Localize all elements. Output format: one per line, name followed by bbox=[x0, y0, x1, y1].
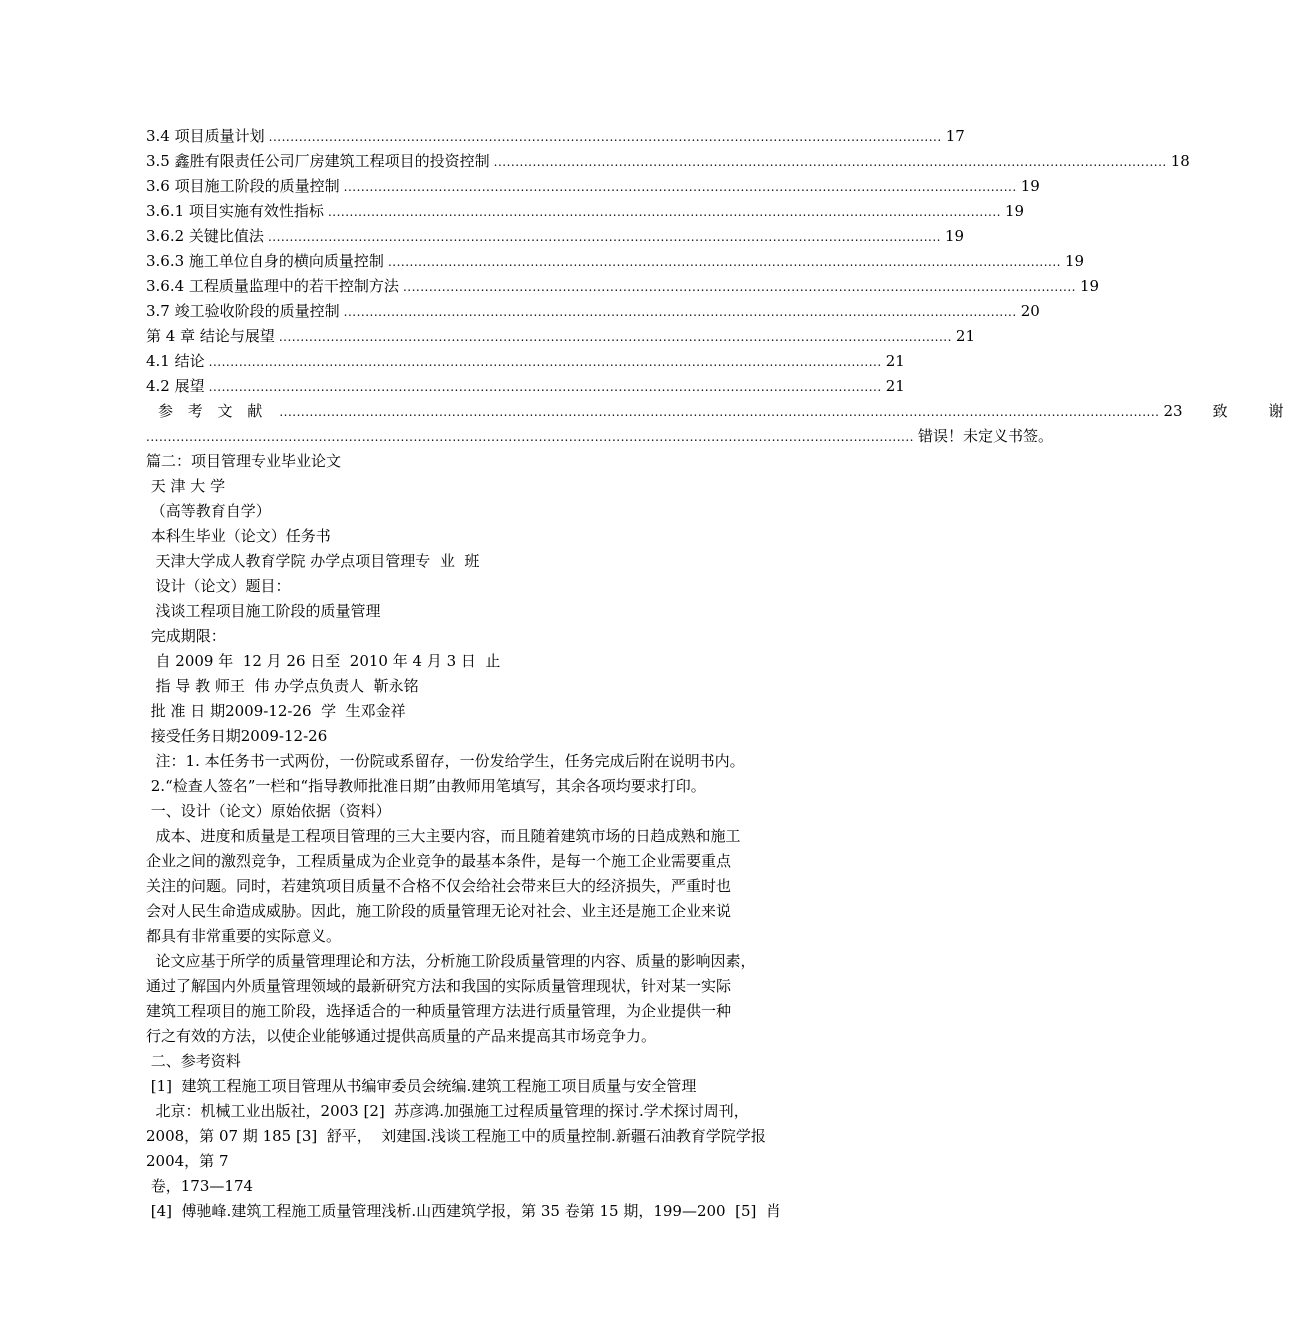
toc-leader: ............................................................................................................................................................ bbox=[327, 205, 1001, 219]
toc-page-number: 17 bbox=[945, 127, 965, 145]
toc-title: 参 考 文 献 bbox=[158, 402, 268, 420]
toc-leader: ............................................................................................................................................................ bbox=[493, 155, 1167, 169]
toc-page-number: 21 bbox=[885, 377, 905, 395]
toc-page-number: 19 bbox=[1065, 252, 1085, 270]
toc-entry bbox=[146, 151, 1190, 172]
toc-page-number: 19 bbox=[1080, 277, 1100, 295]
text-line: 一、设计（论文）原始依据（资料） bbox=[146, 802, 391, 820]
toc-leader: ............................................................................................................................................................ bbox=[402, 280, 1076, 294]
toc-entry bbox=[146, 226, 965, 247]
text-line: 指 导 教 师王 伟 办学点负责人 靳永铭 bbox=[146, 677, 419, 695]
text-line: 天津大学成人教育学院 办学点项目管理专 业 班 bbox=[146, 552, 480, 570]
toc-page-number: 19 bbox=[1020, 177, 1040, 195]
toc-title: 3.6.2 关键比值法 bbox=[146, 227, 264, 245]
text-line: [1] 建筑工程施工项目管理从书编审委员会统编.建筑工程施工项目质量与安全管理 bbox=[146, 1077, 697, 1095]
text-line: 浅谈工程项目施工阶段的质量管理 bbox=[146, 602, 381, 620]
toc-leader: ............................................................................................................................................................ bbox=[208, 355, 882, 369]
toc-title: 4.2 展望 bbox=[146, 377, 205, 395]
text-line: 本科生毕业（论文）任务书 bbox=[146, 527, 331, 545]
toc-page-number: 20 bbox=[1020, 302, 1040, 320]
toc-title: 3.5 鑫胜有限责任公司厂房建筑工程项目的投资控制 bbox=[146, 152, 490, 170]
toc-title: 3.6.1 项目实施有效性指标 bbox=[146, 202, 324, 220]
toc-leader: ............................................................................................................................................................ bbox=[343, 180, 1017, 194]
toc-leader: ............................................................................................................................................................ bbox=[268, 130, 942, 144]
toc-page-number: 19 bbox=[1005, 202, 1025, 220]
toc-entry bbox=[146, 276, 1100, 297]
toc-entry-acknowledgements bbox=[146, 426, 1053, 447]
text-line: 接受任务日期2009-12-26 bbox=[146, 727, 328, 745]
text-line: 通过了解国内外质量管理领域的最新研究方法和我国的实际质量管理现状，针对某一实际 bbox=[146, 977, 732, 995]
toc-page-number: 21 bbox=[955, 327, 976, 345]
toc-leader: ............................................................................................................................................................ bbox=[343, 305, 1017, 319]
toc-leader: .................................................................................................................................................................................. bbox=[146, 430, 914, 444]
toc-entry bbox=[146, 251, 1085, 272]
text-line: 批 准 日 期2009-12-26 学 生邓金祥 bbox=[146, 702, 406, 720]
toc-leader: ............................................................................................................................................................ bbox=[208, 380, 882, 394]
text-line: 关注的问题。同时，若建筑项目质量不合格不仅会给社会带来巨大的经济损失，严重时也 bbox=[146, 877, 732, 895]
text-line: 2.“检查人签名”一栏和“指导教师批准日期”由教师用笔填写，其余各项均要求打印。 bbox=[146, 777, 706, 795]
text-line: 论文应基于所学的质量管理理论和方法，分析施工阶段质量管理的内容、质量的影响因素， bbox=[146, 952, 756, 970]
toc-entry bbox=[146, 201, 1025, 222]
toc-entry bbox=[146, 351, 905, 372]
text-line: 完成期限： bbox=[146, 627, 226, 645]
toc-title: 3.6.3 施工单位自身的横向质量控制 bbox=[146, 252, 384, 270]
toc-entry-references bbox=[158, 401, 1301, 422]
toc-leader: ............................................................................................................................................................ bbox=[267, 230, 941, 244]
text-line: [4] 傅驰峰.建筑工程施工质量管理浅析.山西建筑学报，第 35 卷第 15 期，199—200 [5] 肖 bbox=[146, 1202, 781, 1220]
toc-page-number: 23 bbox=[1163, 402, 1183, 420]
university-name: 天 津 大 学 bbox=[146, 477, 226, 495]
toc-page-number: 18 bbox=[1170, 152, 1190, 170]
toc-title: 3.7 竣工验收阶段的质量控制 bbox=[146, 302, 340, 320]
text-line: 自 2009 年 12 月 26 日至 2010 年 4 月 3 日 止 bbox=[146, 652, 501, 670]
text-line: 都具有非常重要的实际意义。 bbox=[146, 927, 342, 945]
text-line: （高等教育自学） bbox=[146, 502, 271, 520]
toc-entry bbox=[146, 326, 976, 347]
text-line: 建筑工程项目的施工阶段，选择适合的一种质量管理方法进行质量管理，为企业提供一种 bbox=[146, 1002, 732, 1020]
toc-entry bbox=[146, 376, 905, 397]
text-line: 2004，第 7 bbox=[146, 1152, 229, 1170]
text-line: 会对人民生命造成威胁。因此，施工阶段的质量管理无论对社会、业主还是施工企业来说 bbox=[146, 902, 732, 920]
toc-title-acknowledgements: 致 谢 bbox=[1212, 402, 1301, 420]
text-line: 行之有效的方法，以使企业能够通过提供高质量的产品来提高其市场竞争力。 bbox=[146, 1027, 657, 1045]
text-line: 企业之间的激烈竞争，工程质量成为企业竞争的最基本条件，是每一个施工企业需要重点 bbox=[146, 852, 732, 870]
toc-entry bbox=[146, 126, 965, 147]
section-heading: 篇二：项目管理专业毕业论文 bbox=[146, 452, 342, 470]
toc-title: 4.1 结论 bbox=[146, 352, 205, 370]
toc-title: 3.6.4 工程质量监理中的若干控制方法 bbox=[146, 277, 399, 295]
text-line: 2008，第 07 期 185 [3] 舒平， 刘建国.浅谈工程施工中的质量控制.新疆石油教育学院学报 bbox=[146, 1127, 766, 1145]
toc-page-number: 21 bbox=[885, 352, 905, 370]
toc-title: 3.4 项目质量计划 bbox=[146, 127, 265, 145]
toc-error-text: 错误！未定义书签。 bbox=[917, 427, 1053, 445]
text-line: 成本、进度和质量是工程项目管理的三大主要内容，而且随着建筑市场的日趋成熟和施工 bbox=[146, 827, 741, 845]
text-line: 北京：机械工业出版社，2003 [2] 苏彦鸿.加强施工过程质量管理的探讨.学术探讨周刊， bbox=[146, 1102, 749, 1120]
toc-page-number: 19 bbox=[945, 227, 965, 245]
toc-leader: ............................................................................................................................................................ bbox=[278, 330, 952, 344]
text-line: 二、参考资料 bbox=[146, 1052, 241, 1070]
toc-title: 3.6 项目施工阶段的质量控制 bbox=[146, 177, 340, 195]
text-line: 卷，173—174 bbox=[146, 1177, 254, 1195]
text-line: 设计（论文）题目： bbox=[146, 577, 291, 595]
toc-entry bbox=[146, 301, 1040, 322]
toc-title: 第 4 章 结论与展望 bbox=[146, 327, 275, 345]
toc-leader: ............................................................................................................................................................ bbox=[387, 255, 1061, 269]
toc-leader: ............................................................................................................................................................................................................ bbox=[279, 405, 1160, 419]
toc-entry bbox=[146, 176, 1040, 197]
text-line: 注：1. 本任务书一式两份，一份院或系留存，一份发给学生，任务完成后附在说明书内。 bbox=[146, 752, 745, 770]
